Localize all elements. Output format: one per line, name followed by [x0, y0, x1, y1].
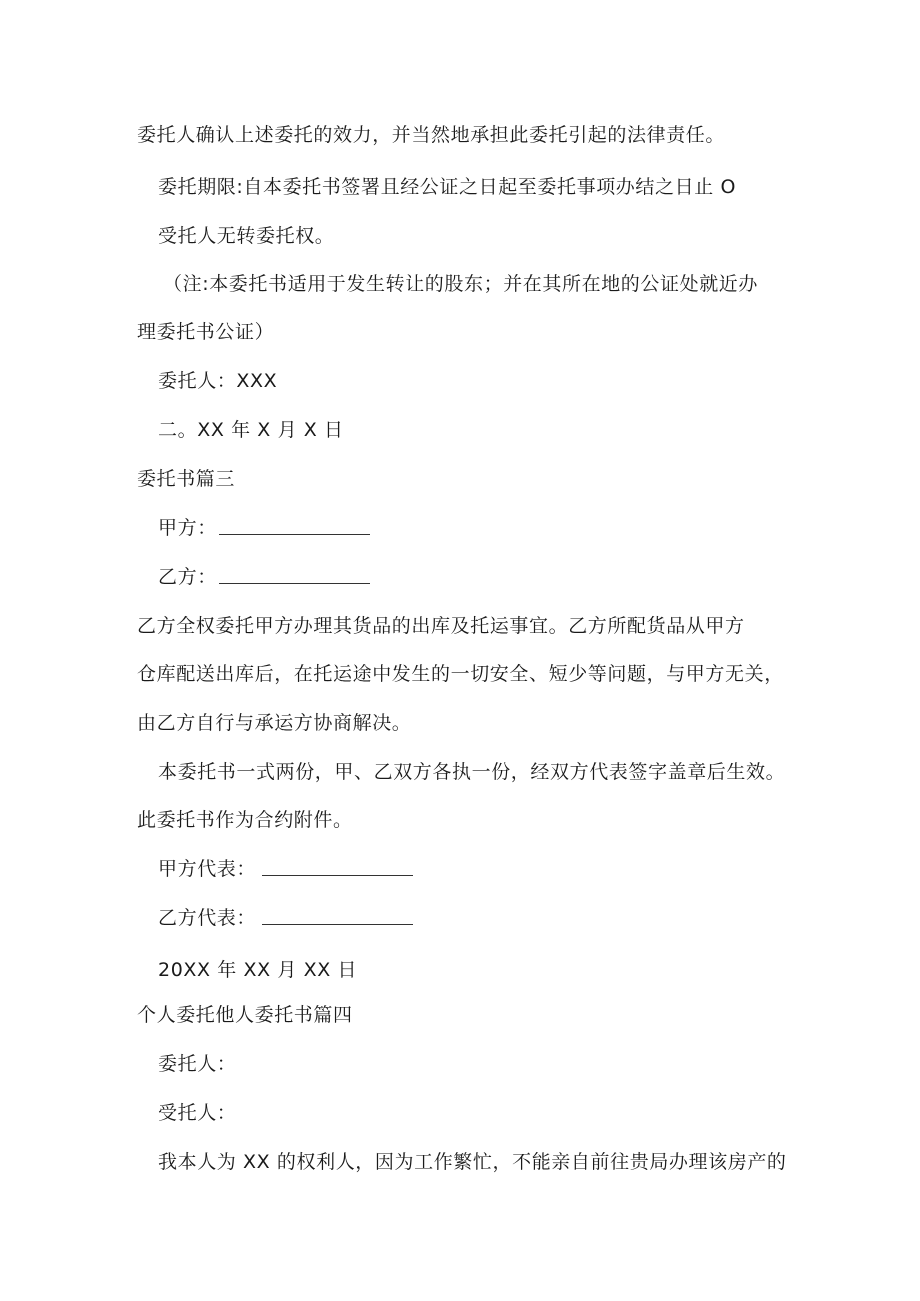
party-b-blank — [219, 583, 370, 584]
principal-label: 委托人： — [158, 1053, 237, 1075]
principal-signature: 委托人：XXX — [158, 370, 278, 392]
date-line-2: 20XX 年 XX 月 XX 日 — [158, 959, 358, 981]
agent-label: 受托人： — [158, 1102, 237, 1124]
paragraph-statement: 我本人为 XX 的权利人，因为工作繁忙，不能亲自前往贵局办理该房产的 — [158, 1151, 787, 1173]
paragraph-entrust-line3: 由乙方自行与承运方协商解决。 — [137, 712, 412, 734]
party-a-label: 甲方： — [158, 517, 217, 539]
party-a-blank — [219, 534, 370, 535]
paragraph-note-line1: （注:本委托书适用于发生转让的股东；并在其所在地的公证处就近办 — [163, 273, 759, 295]
party-b-label: 乙方： — [158, 566, 217, 588]
section-title-3: 委托书篇三 — [137, 468, 236, 490]
paragraph-no-transfer: 受托人无转委托权。 — [158, 225, 335, 247]
date-line-1: 二。XX 年 X 月 X 日 — [158, 419, 344, 441]
paragraph-term: 委托期限:自本委托书签署且经公证之日起至委托事项办结之日止 O — [158, 176, 736, 198]
party-a-rep-label: 甲方代表： — [158, 858, 257, 880]
paragraph-entrust-line1: 乙方全权委托甲方办理其货品的出库及托运事宜。乙方所配货品从甲方 — [137, 615, 745, 637]
party-b-rep-blank — [262, 924, 413, 925]
party-a-rep-blank — [262, 875, 413, 876]
paragraph-copies-line1: 本委托书一式两份，甲、乙双方各执一份，经双方代表签字盖章后生效。 — [158, 761, 786, 783]
paragraph-note-line2: 理委托书公证） — [137, 321, 275, 343]
paragraph-entrust-line2: 仓库配送出库后，在托运途中发生的一切安全、短少等问题，与甲方无关， — [137, 663, 784, 685]
party-b-rep-label: 乙方代表： — [158, 907, 257, 929]
paragraph-copies-line2: 此委托书作为合约附件。 — [137, 809, 353, 831]
paragraph-confirm-effect: 委托人确认上述委托的效力，并当然地承担此委托引起的法律责任。 — [137, 124, 726, 146]
section-title-4: 个人委托他人委托书篇四 — [137, 1004, 353, 1026]
